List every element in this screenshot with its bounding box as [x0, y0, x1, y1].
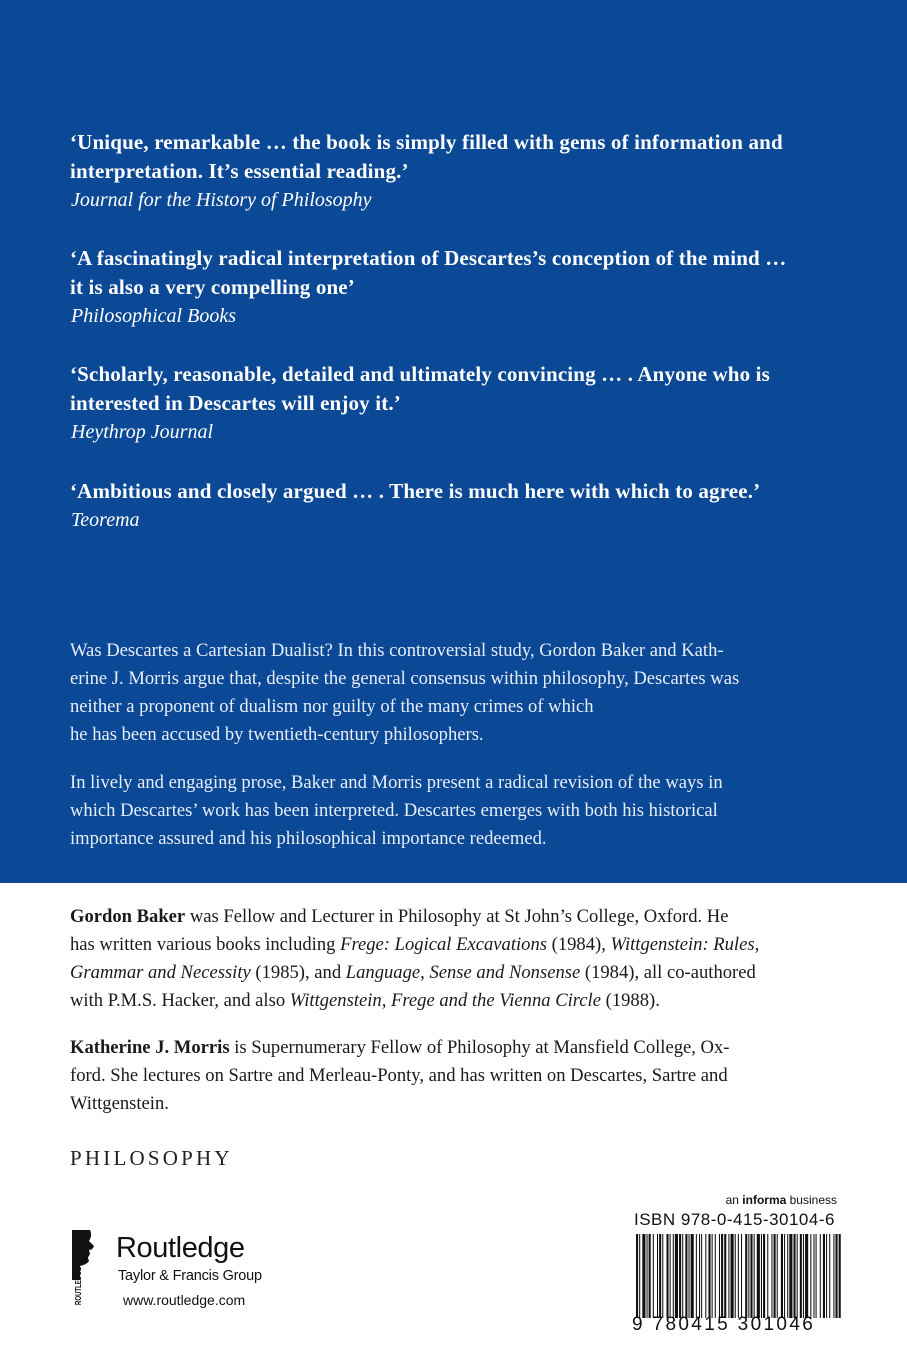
author-bio-morris: [70, 1034, 860, 1118]
barcode-bar: [708, 1234, 710, 1318]
barcode-bar: [829, 1234, 830, 1318]
barcode-bar: [670, 1234, 671, 1318]
barcode-bar: [826, 1234, 827, 1318]
author-bio-baker: [70, 903, 860, 1015]
barcode-bar: [721, 1234, 723, 1318]
logo-vertical-text: ROUTLEDGE: [74, 1254, 83, 1305]
quote-source: Philosophical Books: [71, 305, 236, 327]
barcode-bar: [699, 1234, 700, 1318]
barcode-bar: [691, 1234, 694, 1318]
barcode-bar: [701, 1234, 702, 1318]
barcode-bar: [800, 1234, 802, 1318]
blurb-line: neither a proponent of dualism nor guilty of the many crimes of which: [70, 696, 594, 717]
quote-line: ‘Scholarly, reasonable, detailed and ultimately convincing … . Anyone who is: [70, 362, 770, 386]
routledge-profile-icon: [68, 1228, 98, 1308]
barcode-bar: [719, 1234, 720, 1318]
barcode-icon: [634, 1234, 842, 1318]
bio-text: is Supernumerary Fellow of Philosophy at Mansfield College, Ox-: [229, 1037, 730, 1058]
barcode-bar: [649, 1234, 651, 1318]
barcode-bar: [673, 1234, 674, 1318]
bio-text: (1984),: [546, 934, 611, 955]
blurb-line: he has been accused by twentieth-century philosophers.: [70, 724, 484, 745]
bio-line: [70, 1034, 860, 1062]
blurb-line: importance assured and his philosophical importance redeemed.: [70, 828, 547, 849]
barcode-bar: [639, 1234, 640, 1318]
barcode-digits: 9 780415 301046: [632, 1314, 816, 1335]
barcode-bar: [794, 1234, 796, 1318]
bio-text: (1985), and: [250, 962, 346, 983]
book-title: Frege: Logical Excavations: [340, 934, 547, 955]
barcode-bar: [763, 1234, 765, 1318]
book-title: Wittgenstein, Frege and the Vienna Circle: [289, 990, 601, 1011]
tagline-text: business: [786, 1193, 837, 1207]
isbn-number: ISBN 978-0-415-30104-6: [634, 1210, 835, 1229]
barcode-bar: [757, 1234, 760, 1318]
bio-text: (1988).: [600, 990, 660, 1011]
barcode-bar: [724, 1234, 726, 1318]
barcode-bar: [823, 1234, 825, 1318]
quote-line: ‘A fascinatingly radical interpretation of Descartes’s conception of the mind …: [70, 246, 787, 270]
blurb-line: which Descartes’ work has been interpreted. Descartes emerges with both his historical: [70, 800, 718, 821]
bio-text: (1984), all co-authored: [580, 962, 756, 983]
barcode-bar: [787, 1234, 788, 1318]
author-name: Gordon Baker: [70, 906, 186, 927]
review-quote: [70, 244, 850, 331]
quote-source: Teorema: [71, 509, 140, 531]
bio-line: [70, 987, 860, 1015]
barcode-bar: [675, 1234, 678, 1318]
barcode-bar: [659, 1234, 661, 1318]
blurb-line: In lively and engaging prose, Baker and Morris present a radical revision of the ways in: [70, 772, 723, 793]
barcode-bar: [839, 1234, 841, 1318]
barcode-bar: [813, 1234, 814, 1318]
barcode-bar: [810, 1234, 811, 1318]
barcode-bar: [696, 1234, 697, 1318]
barcode-bar: [777, 1234, 778, 1318]
barcode-bar: [781, 1234, 783, 1318]
bio-line: ford. She lectures on Sartre and Merleau-Ponty, and has written on Descartes, Sartre and: [70, 1065, 728, 1086]
barcode-bar: [741, 1234, 742, 1318]
barcode-bar: [662, 1234, 663, 1318]
barcode-bar: [750, 1234, 752, 1318]
barcode-bar: [636, 1234, 638, 1318]
quote-line: interested in Descartes will enjoy it.’: [70, 391, 401, 415]
review-quote: [70, 360, 850, 447]
informa-tagline: [700, 1193, 837, 1207]
publisher-website: www.routledge.com: [123, 1292, 246, 1308]
barcode-bar: [820, 1234, 821, 1318]
barcode-bar: [657, 1234, 658, 1318]
barcode-bar: [748, 1234, 749, 1318]
category-label: PHILOSOPHY: [70, 1146, 233, 1170]
bio-line: [70, 931, 860, 959]
bio-text: was Fellow and Lecturer in Philosophy at St John’s College, Oxford. He: [185, 906, 729, 927]
barcode-bar: [833, 1234, 834, 1318]
barcode-bar: [797, 1234, 798, 1318]
book-title: Language, Sense and Nonsense: [345, 962, 581, 983]
barcode-bar: [712, 1234, 713, 1318]
blurb-line: erine J. Morris argue that, despite the general consensus within philosophy, Descartes was: [70, 668, 740, 689]
barcode-bar: [642, 1234, 645, 1318]
barcode-bar: [685, 1234, 687, 1318]
review-quote: [70, 128, 850, 215]
barcode-bar: [679, 1234, 681, 1318]
bio-text: has written various books including: [70, 934, 341, 955]
publisher-name: Routledge: [116, 1232, 245, 1264]
quote-source: Heythrop Journal: [71, 421, 214, 443]
barcode-bar: [761, 1234, 762, 1318]
barcode-bar: [803, 1234, 804, 1318]
bio-text: with P.M.S. Hacker, and also: [70, 990, 290, 1011]
barcode-bar: [771, 1234, 772, 1318]
barcode-bar: [647, 1234, 648, 1318]
publisher-group: Taylor & Francis Group: [118, 1268, 262, 1284]
bio-line: [70, 903, 860, 931]
bio-line: Wittgenstein.: [70, 1093, 169, 1114]
barcode-bar: [767, 1234, 768, 1318]
barcode-bar: [689, 1234, 690, 1318]
barcode-bar: [738, 1234, 739, 1318]
author-name: Katherine J. Morris: [70, 1037, 230, 1058]
barcode-bar: [682, 1234, 683, 1318]
barcode-bar: [754, 1234, 755, 1318]
barcode-bar: [745, 1234, 747, 1318]
barcode-bar: [728, 1234, 729, 1318]
barcode-bar: [653, 1234, 654, 1318]
barcode-bar: [705, 1234, 706, 1318]
barcode-bar: [789, 1234, 792, 1318]
review-quote: [70, 477, 850, 535]
barcode-bar: [784, 1234, 785, 1318]
barcode-bar: [774, 1234, 776, 1318]
quote-line: it is also a very compelling one’: [70, 275, 355, 299]
barcode-bar: [715, 1234, 716, 1318]
blurb-paragraph: [70, 769, 850, 853]
tagline-brand: informa: [742, 1193, 787, 1207]
bio-line: [70, 959, 860, 987]
barcode-bar: [805, 1234, 808, 1318]
barcode-bar: [836, 1234, 838, 1318]
tagline-text: an: [725, 1193, 743, 1207]
book-title: Grammar and Necessity: [70, 962, 251, 983]
quote-line: ‘Unique, remarkable … the book is simply filled with gems of information and: [70, 130, 783, 154]
quote-line: interpretation. It’s essential reading.’: [70, 159, 409, 183]
quote-line: ‘Ambitious and closely argued … . There is much here with which to agree.’: [70, 479, 761, 503]
book-title: Wittgenstein: Rules,: [610, 934, 760, 955]
barcode-bar: [666, 1234, 668, 1318]
blurb-line: Was Descartes a Cartesian Dualist? In this controversial study, Gordon Baker and Kath-: [70, 640, 724, 661]
barcode-bar: [816, 1234, 817, 1318]
quote-source: Journal for the History of Philosophy: [71, 189, 372, 211]
barcode-bar: [735, 1234, 736, 1318]
blurb-paragraph: [70, 637, 850, 749]
barcode-bar: [731, 1234, 734, 1318]
